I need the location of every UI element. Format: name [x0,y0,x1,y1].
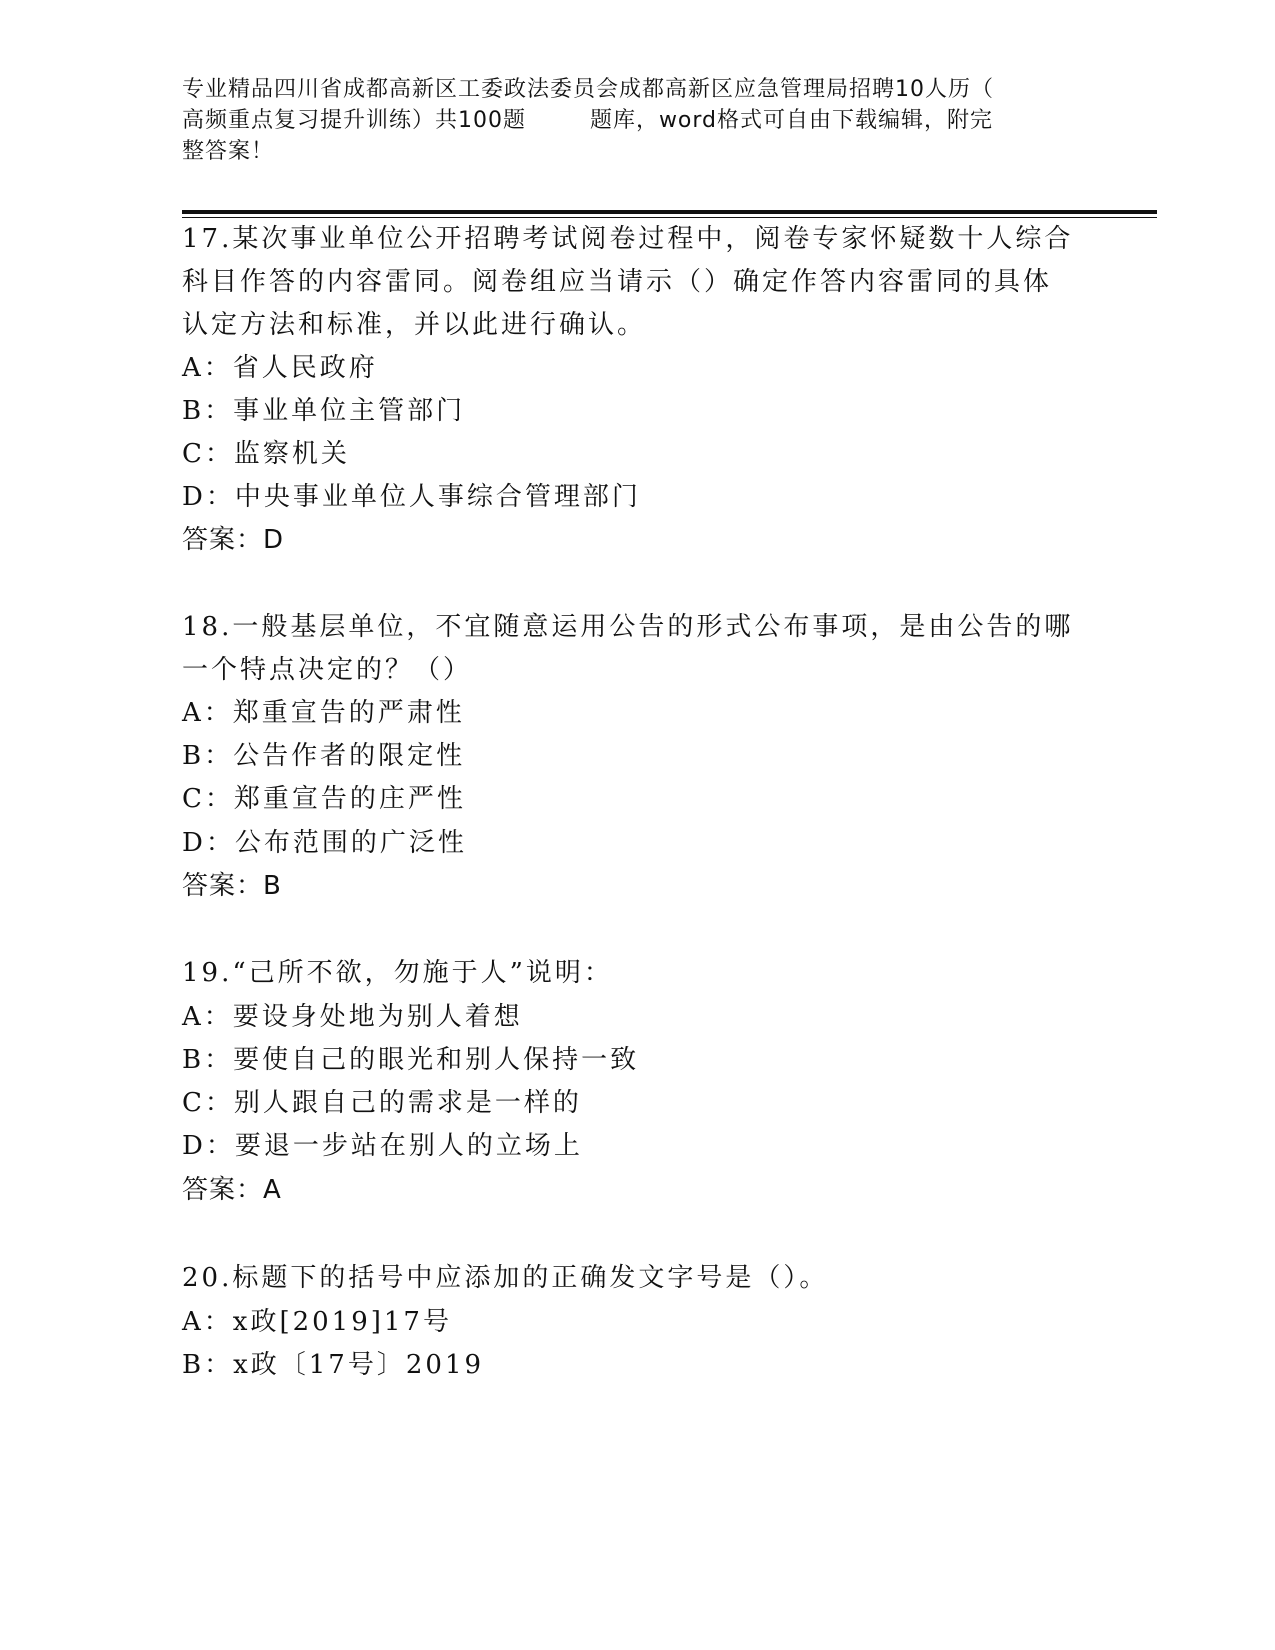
answer-line: 答案：B [182,871,282,901]
question-stem-line: 一个特点决定的？（） [182,655,473,685]
option-b: B：x政〔17号〕2019 [182,1350,485,1380]
option-d: D：中央事业单位人事综合管理部门 [182,482,641,512]
option-a: A：省人民政府 [182,353,378,383]
answer-line: 答案：D [182,525,285,555]
question-stem-line: 20.标题下的括号中应添加的正确发文字号是（）。 [182,1263,829,1293]
option-b: B：要使自己的眼光和别人保持一致 [182,1045,640,1075]
option-b: B：事业单位主管部门 [182,396,466,426]
document-header [182,74,1042,167]
header-divider-thick [182,210,1157,214]
question-stem-line: 认定方法和标准，并以此进行确认。 [182,310,647,340]
option-a: A：x政[2019]17号 [182,1307,452,1337]
option-d: D：公布范围的广泛性 [182,828,467,858]
question-stem-line: 科目作答的内容雷同。阅卷组应当请示（）确定作答内容雷同的具体 [182,267,1053,297]
header-line: 专业精品四川省成都高新区工委政法委员会成都高新区应急管理局招聘10人历（ [182,77,994,102]
option-c: C：郑重宣告的庄严性 [182,784,466,814]
option-a: A：要设身处地为别人着想 [182,1002,523,1032]
option-d: D：要退一步站在别人的立场上 [182,1131,583,1161]
option-c: C：别人跟自己的需求是一样的 [182,1088,582,1118]
header-line: 高频重点复习提升训练）共100题 题库，word格式可自由下载编辑，附完 [182,108,994,133]
header-line: 整答案！ [182,139,275,164]
option-c: C：监察机关 [182,439,350,469]
question-stem-line: 19.“己所不欲，勿施于人”说明： [182,958,613,988]
option-a: A：郑重宣告的严肃性 [182,698,465,728]
question-stem-line: 18.一般基层单位，不宜随意运用公告的形式公布事项，是由公告的哪 [182,612,1074,642]
question-stem-line: 17.某次事业单位公开招聘考试阅卷过程中，阅卷专家怀疑数十人综合 [182,224,1074,254]
answer-line: 答案：A [182,1175,282,1205]
option-b: B：公告作者的限定性 [182,741,466,771]
header-divider-thin [182,217,1157,218]
